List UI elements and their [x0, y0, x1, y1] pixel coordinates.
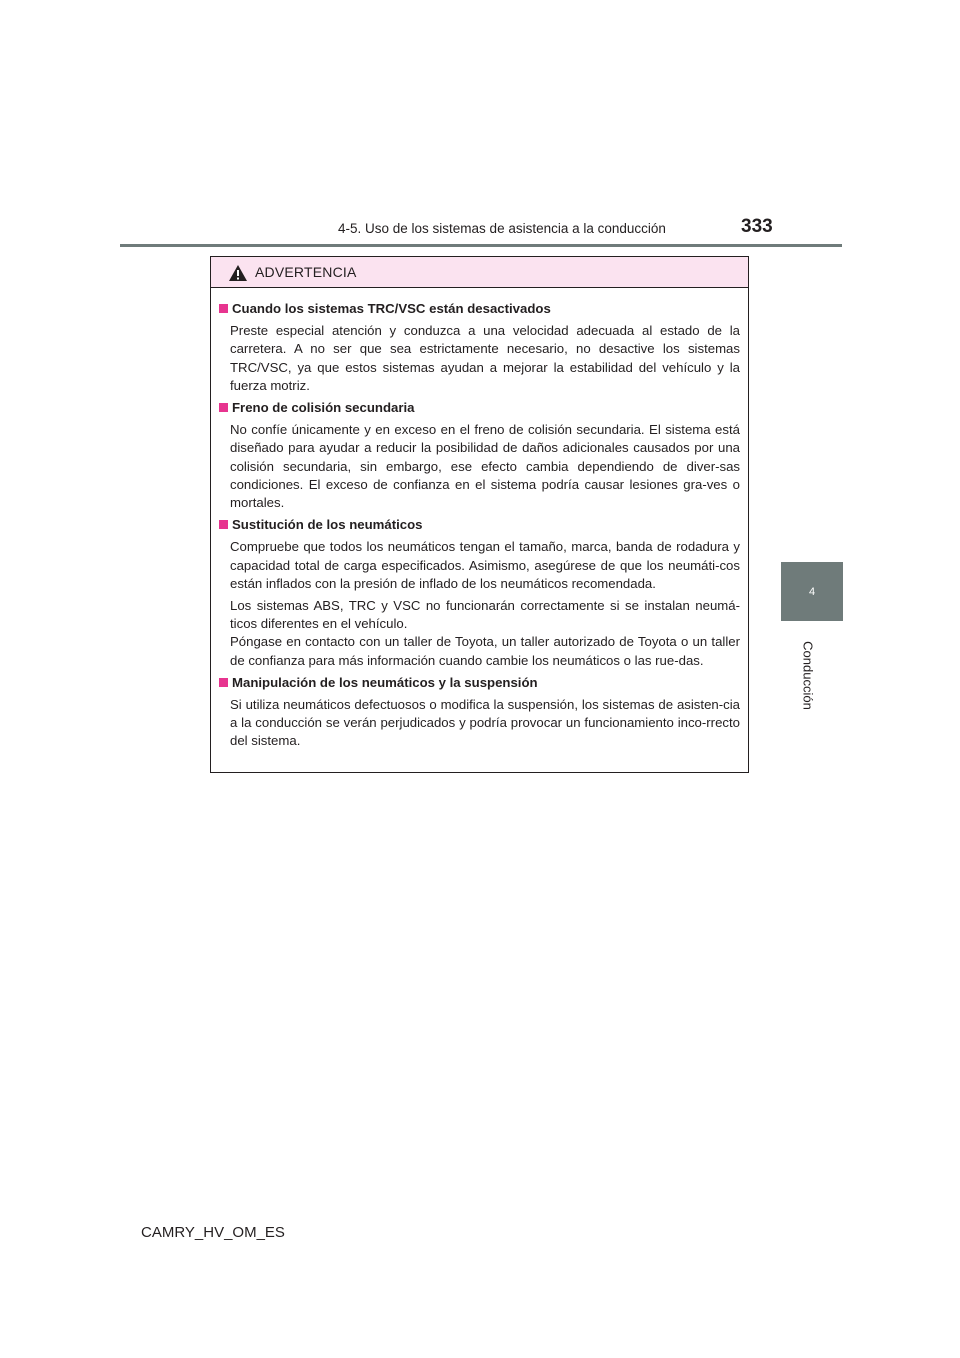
- section-title: 4-5. Uso de los sistemas de asistencia a la conducción: [338, 221, 666, 236]
- section-paragraph: Si utiliza neumáticos defectuosos o modifica la suspensión, los sistemas de asisten-cia a la conducción se verán perjudicados y podría provocar un funcionamiento inco-rrecto del sistema.: [230, 697, 740, 749]
- chapter-label-text: Conducción: [800, 641, 816, 710]
- square-bullet-icon: [219, 678, 228, 687]
- warning-header: [211, 257, 748, 288]
- chapter-label: [801, 630, 815, 720]
- section-paragraph: Los sistemas ABS, TRC y VSC no funcionarán correctamente si se instalan neumá-ticos diferentes en el vehículo.: [230, 598, 740, 632]
- chapter-tab: [781, 562, 843, 621]
- chapter-number: 4: [808, 586, 816, 598]
- warning-section: [219, 300, 740, 395]
- warning-title: ADVERTENCIA: [255, 264, 357, 280]
- section-heading-text: Freno de colisión secundaria: [232, 400, 415, 416]
- square-bullet-icon: [219, 520, 228, 529]
- section-heading: [219, 516, 740, 534]
- warning-section: [219, 516, 740, 670]
- section-heading-text: Sustitución de los neumáticos: [232, 517, 423, 533]
- warning-body: [211, 288, 748, 751]
- document-code: CAMRY_HV_OM_ES: [141, 1224, 285, 1241]
- header-rule: [120, 244, 842, 247]
- warning-section: [219, 674, 740, 751]
- square-bullet-icon: [219, 304, 228, 313]
- section-paragraph: No confíe únicamente y en exceso en el freno de colisión secundaria. El sistema está diseñado para ayudar a reducir la posibilidad de daños adicionales causados por una colisión secundaria, sin embargo, ese efecto cambia dependiendo de diver-sas condiciones. El exceso de confianza en el sistema podría causar lesiones gra-ves o mortales.: [230, 422, 740, 511]
- section-paragraph: Preste especial atención y conduzca a una velocidad adecuada al estado de la carretera. A no ser que sea estrictamente necesario, no desactive los sistemas TRC/VSC, ya que estos sistemas ayudan a mejorar la estabilidad del vehículo y la fuerza motriz.: [230, 323, 740, 393]
- section-heading-text: Manipulación de los neumáticos y la suspensión: [232, 674, 538, 690]
- warning-triangle-icon: [228, 264, 248, 282]
- section-heading: [219, 674, 740, 692]
- section-heading-text: Cuando los sistemas TRC/VSC están desactivados: [232, 301, 551, 316]
- page-number: 333: [741, 216, 773, 237]
- section-paragraph: Compruebe que todos los neumáticos tengan el tamaño, marca, banda de rodadura y capacidad total de carga especificados. Asimismo, asegúrese de que los neumáti-cos están inflados con la presión de inflado de los neumáticos recomendada.: [230, 539, 740, 591]
- warning-section: [219, 399, 740, 512]
- section-heading: [219, 399, 740, 417]
- square-bullet-icon: [219, 403, 228, 412]
- section-heading: [219, 300, 740, 318]
- section-paragraph: Póngase en contacto con un taller de Toyota, un taller autorizado de Toyota o un taller de confianza para más información cuando cambie los neumáticos o las rue-das.: [230, 634, 740, 668]
- warning-box: [210, 256, 749, 773]
